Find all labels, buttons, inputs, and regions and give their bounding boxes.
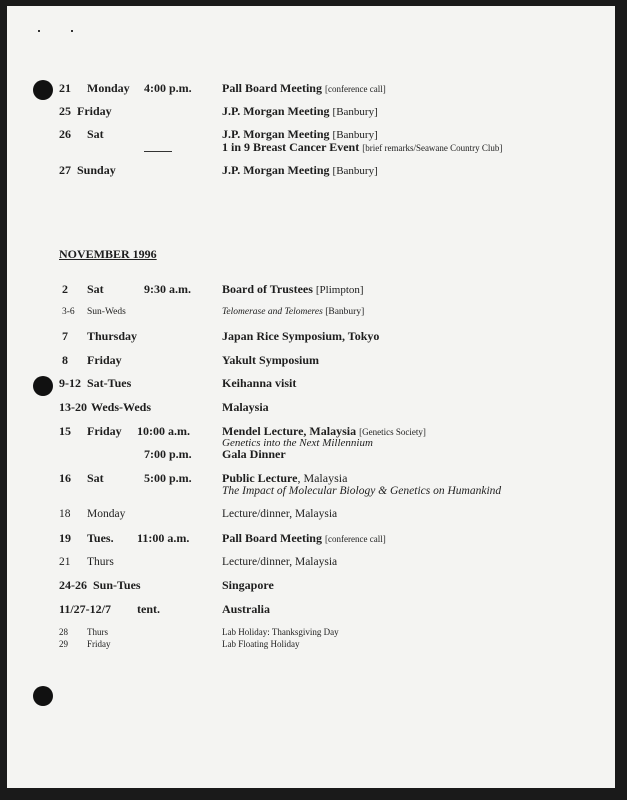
entry-weekday: Sunday	[77, 163, 116, 177]
entry-event: Public Lecture, Malaysia	[222, 471, 348, 485]
entry-day: 18	[59, 508, 71, 520]
entry-day: 21	[59, 81, 71, 95]
schedule-row	[7, 400, 615, 416]
schedule-row	[7, 507, 615, 523]
entry-weekday: Weds-Weds	[91, 400, 152, 414]
entry-event: Japan Rice Symposium, Tokyo	[222, 329, 380, 343]
schedule-row	[7, 639, 615, 655]
entry-day: 25	[59, 104, 71, 118]
schedule-row	[7, 531, 615, 547]
document-page	[7, 6, 615, 788]
entry-event: Lecture/dinner, Malaysia	[222, 508, 338, 520]
entry-event: Mendel Lecture, Malaysia [Genetics Society]	[222, 424, 426, 438]
entry-weekday: Thursday	[87, 329, 138, 343]
entry-day: 16	[59, 471, 71, 485]
entry-note: [Genetics Society]	[359, 427, 426, 437]
entry-event: Lab Holiday: Thanksgiving Day	[222, 627, 339, 637]
entry-day: 15	[59, 424, 71, 438]
entry-event: Telomerase and Telomeres [Banbury]	[222, 307, 365, 317]
entry-note: [conference call]	[324, 84, 386, 94]
entry-time: 10:00 a.m.	[137, 424, 190, 438]
schedule-row	[7, 104, 615, 120]
entry-weekday: Thurs	[87, 627, 108, 637]
schedule-row	[7, 353, 615, 369]
entry-event: 1 in 9 Breast Cancer Event [brief remarks/Seawane Country Club]	[222, 140, 503, 154]
month-heading: NOVEMBER 1996	[59, 247, 157, 261]
entry-weekday: Friday	[87, 639, 111, 649]
entry-note: [Banbury]	[332, 165, 378, 177]
entry-weekday: Sat-Tues	[87, 376, 132, 390]
entry-note: [brief remarks/Seawane Country Club]	[362, 143, 503, 153]
schedule-row	[7, 282, 615, 298]
entry-weekday: Friday	[87, 424, 122, 438]
entry-event: J.P. Morgan Meeting [Banbury]	[222, 127, 378, 141]
entry-note: [conference call]	[324, 534, 386, 544]
entry-weekday: Thurs	[87, 556, 114, 568]
entry-day: 28	[59, 627, 68, 637]
entry-event: J.P. Morgan Meeting [Banbury]	[222, 104, 378, 118]
schedule-row	[7, 306, 615, 322]
entry-weekday: Friday	[77, 104, 112, 118]
entry-weekday: Sat	[87, 127, 104, 141]
entry-day: 26	[59, 127, 71, 141]
entry-time: 7:00 p.m.	[144, 447, 192, 461]
entry-subtitle: Genetics into the Next Millennium	[222, 437, 373, 449]
schedule-row	[7, 163, 615, 179]
entry-event: Singapore	[222, 578, 274, 592]
entry-day: 11/27-12/7	[59, 602, 112, 616]
entry-note: [Plimpton]	[315, 284, 364, 296]
entry-day: 13-20	[59, 400, 87, 414]
entry-event: J.P. Morgan Meeting [Banbury]	[222, 163, 378, 177]
entry-day: 29	[59, 639, 68, 649]
entry-time: 11:00 a.m.	[137, 531, 190, 545]
entry-weekday: Monday	[87, 81, 130, 95]
entry-event: Yakult Symposium	[222, 353, 320, 367]
entry-note: [Banbury]	[332, 106, 378, 118]
schedule-row	[7, 140, 615, 156]
schedule-row	[7, 602, 615, 618]
entry-day: 9-12	[59, 376, 81, 390]
entry-weekday: Sun-Weds	[87, 307, 126, 317]
entry-event: Australia	[222, 602, 270, 616]
entry-event: Board of Trustees [Plimpton]	[222, 282, 364, 296]
schedule-row	[7, 81, 615, 97]
schedule-row	[7, 555, 615, 571]
entry-day: 24-26	[59, 578, 87, 592]
entry-event: Gala Dinner	[222, 447, 286, 461]
entry-time: 9:30 a.m.	[144, 282, 191, 296]
entry-subtitle: The Impact of Molecular Biology & Genetics on Humankind	[222, 485, 502, 497]
entry-event: Lab Floating Holiday	[222, 639, 300, 649]
entry-event: Malaysia	[222, 400, 269, 414]
schedule-row	[7, 329, 615, 345]
schedule-row	[7, 484, 615, 500]
entry-day: 8	[62, 353, 68, 367]
entry-day: 27	[59, 163, 71, 177]
entry-day: 19	[59, 531, 71, 545]
entry-weekday: Monday	[87, 508, 126, 520]
entry-note: [Banbury]	[325, 307, 365, 317]
entry-time: 4:00 p.m.	[144, 81, 192, 95]
entry-day: 3-6	[62, 307, 75, 317]
entry-weekday: Friday	[87, 353, 122, 367]
entry-day: 7	[62, 329, 68, 343]
entry-weekday: Sat	[87, 471, 104, 485]
entry-note: [Banbury]	[332, 129, 378, 141]
entry-event: Lecture/dinner, Malaysia	[222, 556, 338, 568]
scan-speck	[71, 30, 73, 32]
entry-time: 5:00 p.m.	[144, 471, 192, 485]
entry-event: Keihanna visit	[222, 376, 297, 390]
entry-event: Pall Board Meeting [conference call]	[222, 531, 386, 545]
scan-speck	[38, 30, 40, 32]
schedule-row	[7, 578, 615, 594]
entry-weekday: tent.	[137, 602, 160, 616]
punch-hole	[33, 686, 53, 706]
entry-day: 2	[62, 282, 68, 296]
entry-weekday: Tues.	[87, 531, 114, 545]
entry-day: 21	[59, 556, 71, 568]
schedule-row	[7, 376, 615, 392]
entry-weekday: Sat	[87, 282, 104, 296]
entry-event: Pall Board Meeting [conference call]	[222, 81, 386, 95]
entry-weekday: Sun-Tues	[93, 578, 141, 592]
schedule-row	[7, 447, 615, 463]
